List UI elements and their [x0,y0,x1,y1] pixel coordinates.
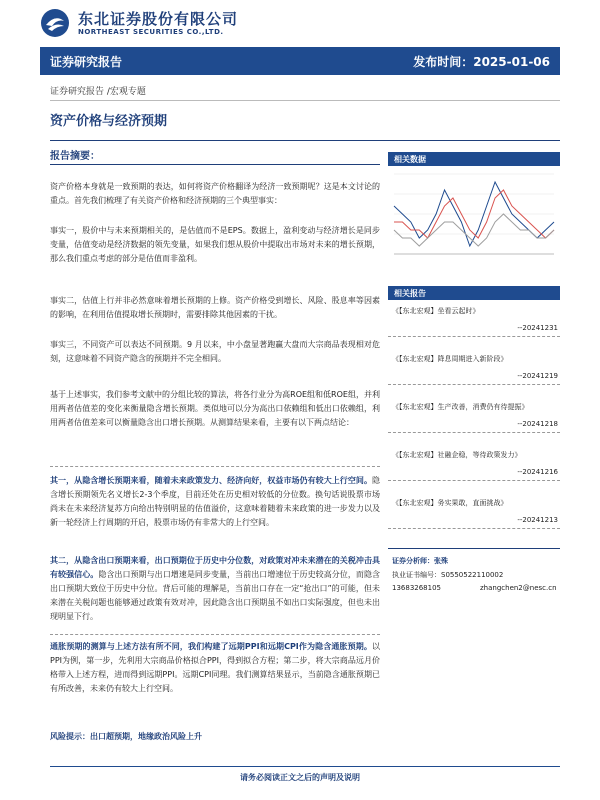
inflation-text: 以PPI为例，第一步，先利用大宗商品价格拟合PPI，得到拟合方程；第二步，将大宗商品远月价格带入上述方程，进而得到远期PPI。远期CPI同理。我们测算结果显示，当前隐含通胀预期已有所改善，未来仍有较大上行空间。 [50,642,380,693]
conclusion-1-heading: 其一，从隐含增长预期来看，随着未来政策发力、经济向好，权益市场仍有较大上行空间。 [50,476,372,485]
risk-label: 风险提示： [50,732,90,741]
divider [50,100,560,101]
related-report-date: --20241219 [517,372,558,380]
report-divider [388,336,560,337]
divider [388,548,560,549]
page-title: 资产价格与经济预期 [50,114,168,129]
footer-divider [50,766,560,767]
paragraph-intro: 资产价格本身就是一致预期的表达，如何将资产价格翻译为经济一致预期呢？这是本文讨论的重点。首先我们梳理了有关资产价格和经济预期的三个典型事实： [50,182,380,205]
analyst-phone: 13683268105 [392,584,441,592]
paragraph-method: 基于上述事实，我们参考文献中的分组比较的算法，将各行业分为高ROE组和低ROE组，并利用两者估值差的变化来衡量隐含增长预期。类似地可以分为高出口依赖组和低出口依赖组，利用两者估值差来可以衡量隐含出口增长预期。从测算结果来看，主要有以下两点结论： [50,390,380,427]
related-report-date: --20241213 [517,516,558,524]
paragraph-fact-3: 事实三，不同资产可以表达不同预期。9 月以来，中小盘显著跑赢大盘而大宗商品表现相对危刻，这意味着不同资产隐含的预期并不完全相同。 [50,340,380,363]
divider [50,634,380,636]
publish-date: 发布时间：2025-01-06 [413,55,550,69]
related-reports-label: 相关报告 [394,289,426,298]
conclusion-2-text: 隐含出口预期与出口增速是同步变量，当前出口增速位于历史较高分位，而隐含出口预期大致位于历史中分位。背后可能的理解是，当前出口存在一定“抢出口”的可能，但未来潜在关税问题也能够通过政策有效对冲，因此隐含出口预期虽不如出口实际强度，但也未出现明显下行。 [50,570,381,621]
related-data-header [388,152,560,166]
report-divider [388,528,560,529]
report-divider [388,480,560,481]
related-report-date: --20241231 [517,324,558,332]
risk-text: 出口超预期，地缘政治风险上升 [90,732,202,741]
footer-disclaimer[interactable]: 请务必阅读正文之后的声明及说明 [240,773,360,782]
related-data-label: 相关数据 [394,155,426,164]
report-type-label: 证券研究报告 [50,55,123,69]
related-report-title[interactable]: 《【东北宏观】生产改善，消费仍有待提振》 [392,403,529,411]
paragraph-conclusion-2 [50,554,380,624]
conclusion-1-text: 隐含增长预期领先名义增长2-3个季度，目前还处在历史相对较低的分位数。换句话说股票市场尚未在未来经济复苏方向给出特别明显的估值溢价，这意味着随着未来政策的进一步发力以及新一轮经济上行周期的开启，股票市场仍有非常大的上行空间。 [50,476,380,527]
paragraph-fact-1: 事实一，股价中与未来预期相关的，是估值而不是EPS。数据上，盈利变动与经济增长是同步变量，估值变动是经济数据的领先变量，如果我们想从股价中提取出市场对未来的增长预期，那么我们重点考虑的部分是估值而非盈利。 [50,226,380,263]
related-report-title[interactable]: 《【东北宏观】坐看云起时》 [392,307,480,315]
related-data-chart [388,168,560,268]
related-report-title[interactable]: 《【东北宏观】社融企稳，等待政策发力》 [392,451,522,459]
company-logo [40,6,300,40]
report-banner [40,47,560,75]
related-reports-header [388,286,560,300]
divider [50,466,380,468]
divider [50,140,560,141]
divider [50,164,380,165]
related-report-date: --20241218 [517,420,558,428]
related-report-title[interactable]: 《【东北宏观】务实果敢，直面挑战》 [392,499,508,507]
report-divider [388,432,560,433]
company-logo-icon [40,8,70,38]
analyst-cert: 执业证书编号：S0550522110002 [392,571,504,579]
paragraph-fact-2: 事实二，估值上行并非必然意味着增长预期的上修。资产价格受到增长、风险、股息率等因素的影响，在利用估值提取增长预期时，需要排除其他因素的干扰。 [50,296,380,319]
paragraph-inflation [50,640,380,696]
paragraph-conclusion-1 [50,474,380,530]
risk-warning [50,730,380,744]
related-report-date: --20241216 [517,468,558,476]
conclusion-2-heading: 其二，从隐含出口预期来看，出口预期位于历史中分位数，对政策对冲未来潜在的关税冲击具有较强信心。 [50,556,380,579]
breadcrumb: 证券研究报告 /宏观专题 [50,87,146,97]
company-name-cn: 东北证券股份有限公司 [78,10,239,28]
analyst-email[interactable]: zhangchen2@nesc.cn [480,584,557,592]
report-divider [388,384,560,385]
summary-heading: 报告摘要： [50,151,100,162]
related-report-title[interactable]: 《【东北宏观】降息周期进入新阶段》 [392,355,508,363]
company-name-en: NORTHEAST SECURITIES CO.,LTD. [78,28,224,36]
analyst-name: 证券分析师：张殊 [392,557,448,565]
inflation-heading: 通胀预期的测算与上述方法有所不同，我们构建了远期PPI和远期CPI作为隐含通胀预期。 [50,642,372,651]
